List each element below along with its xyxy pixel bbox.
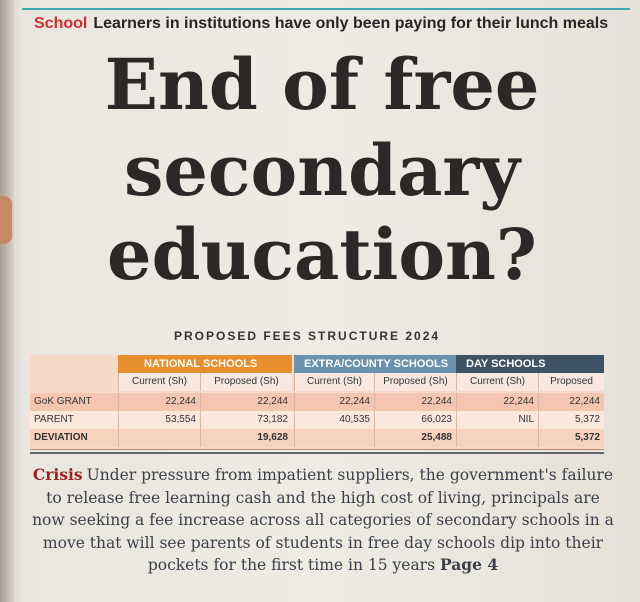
table-cell: 5,372	[538, 411, 604, 429]
table-cell: 66,023	[374, 411, 456, 429]
kicker-section: School	[34, 15, 88, 32]
table-cell: 22,244	[374, 393, 456, 411]
group-extra-county-schools: EXTRA/COUNTY SCHOOLS	[294, 355, 456, 373]
kicker	[34, 15, 608, 33]
subheader-national-proposed: Proposed (Sh)	[200, 373, 292, 391]
table-cell: 19,628	[200, 429, 292, 447]
crisis-text: Under pressure from impatient suppliers, the government's failure to release free learning cash and the high cost of living, principals are now seeking a fee increase across all categories of secondary schools in a move that will see parents of students in free day schools dip into their pockets for the first time in 15 years	[32, 466, 614, 575]
top-rule	[22, 8, 630, 10]
table-cell: 22,244	[200, 393, 292, 411]
page-reference: Page 4	[440, 555, 499, 575]
group-national-schools: NATIONAL SCHOOLS	[118, 355, 292, 373]
table-cell: NIL	[456, 411, 538, 429]
table-cell: 22,244	[456, 393, 538, 411]
table-row-parent	[30, 411, 604, 429]
crisis-lead: Crisis	[32, 465, 83, 484]
table-row-gok-grant	[30, 393, 604, 411]
table-cell: 40,535	[294, 411, 374, 429]
table-cell: 25,488	[374, 429, 456, 447]
row-label: PARENT	[34, 414, 74, 425]
subheader-national-current: Current (Sh)	[118, 373, 200, 391]
table-cell	[456, 429, 538, 447]
fees-table-title: PROPOSED FEES STRUCTURE 2024	[174, 329, 441, 343]
row-label: DEVIATION	[34, 432, 88, 443]
section-divider	[30, 452, 604, 454]
page-left-edge	[0, 0, 14, 602]
crisis-paragraph	[30, 464, 616, 577]
subheader-day-proposed: Proposed	[538, 373, 604, 391]
table-row-deviation	[30, 429, 604, 447]
table-cell	[118, 429, 200, 447]
headline-line-3: education?	[107, 213, 537, 296]
table-cell: 53,554	[118, 411, 200, 429]
table-cell: 73,182	[200, 411, 292, 429]
headline-line-2: secondary	[123, 129, 520, 212]
subheader-county-proposed: Proposed (Sh)	[374, 373, 456, 391]
fees-table	[30, 355, 604, 450]
table-cell: 22,244	[538, 393, 604, 411]
table-cell: 22,244	[118, 393, 200, 411]
row-label: GoK GRANT	[34, 396, 92, 407]
table-cell: 22,244	[294, 393, 374, 411]
kicker-text: Learners in institutions have only been paying for their lunch meals	[93, 15, 609, 32]
table-cell: 5,372	[538, 429, 604, 447]
thumb-at-edge	[0, 196, 12, 244]
headline-line-1: End of free	[104, 43, 540, 126]
subheader-day-current: Current (Sh)	[456, 373, 538, 391]
subheader-county-current: Current (Sh)	[294, 373, 374, 391]
group-day-schools: DAY SCHOOLS	[456, 355, 604, 373]
table-cell	[294, 429, 374, 447]
